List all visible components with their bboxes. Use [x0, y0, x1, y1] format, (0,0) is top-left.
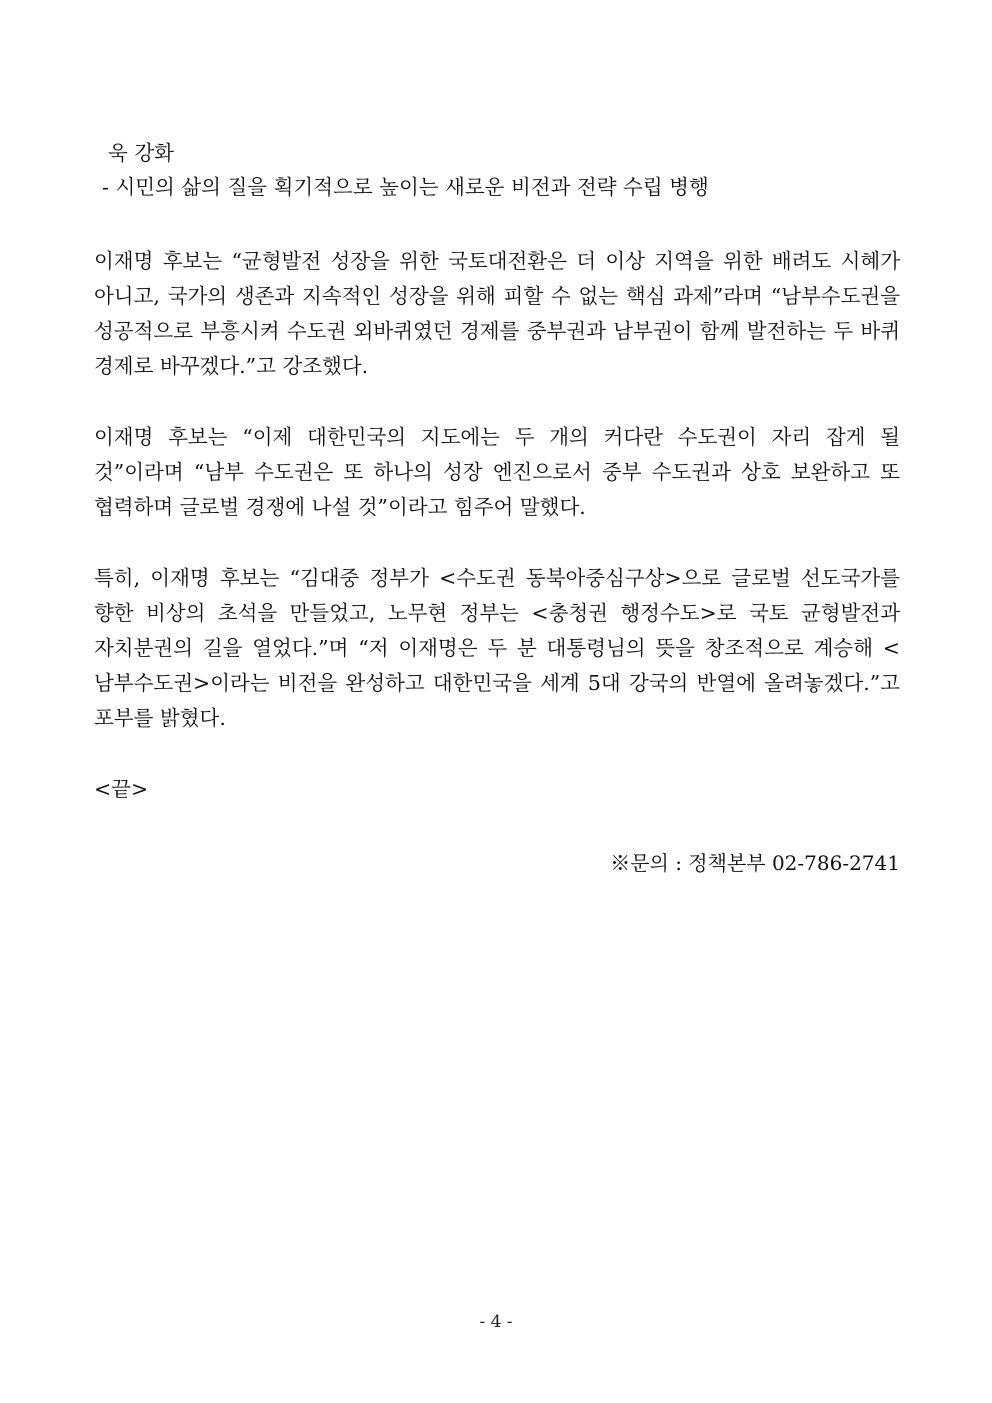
document-body	[94, 136, 900, 880]
page-number: - 4 -	[479, 1312, 513, 1332]
end-mark: <끝>	[94, 777, 149, 801]
paragraph-balanced-development: 이재명 후보는 “균형발전 성장을 위한 국토대전환은 더 이상 지역을 위한 배려도 시혜가 아니고, 국가의 생존과 지속적인 성장을 위해 피할 수 없는 핵심 과제”라며 “남부수도권을 성공적으로 부흥시켜 수도권 외바퀴였던 경제를 중부권과 남부권이 함께 발전하는 두 바퀴 경제로 바꾸겠다.”고 강조했다.	[94, 249, 900, 378]
paragraph-two-capital-regions: 이재명 후보는 “이제 대한민국의 지도에는 두 개의 커다란 수도권이 자리 잡게 될 것”이라며 “남부 수도권은 또 하나의 성장 엔진으로서 중부 수도권과 상호 보완하고 또 협력하며 글로벌 경쟁에 나설 것”이라고 힘주어 말했다.	[94, 425, 900, 519]
contact-info: ※문의 : 정책본부 02-786-2741	[610, 851, 900, 875]
bullet-line: - 시민의 삶의 질을 획기적으로 높이는 새로운 비전과 전략 수립 병행	[102, 175, 709, 199]
continued-text-line: 욱 강화	[108, 141, 174, 165]
paragraph-southern-capital-vision: 특히, 이재명 후보는 “김대중 정부가 <수도권 동북아중심구상>으로 글로벌 선도국가를 향한 비상의 초석을 만들었고, 노무현 정부는 <충청권 행정수도>로 국토 균형발전과 자치분권의 길을 열었다.”며 “저 이재명은 두 분 대통령님의 뜻을 창조적으로 계승해 <남부수도권>이라는 비전을 완성하고 대한민국을 세계 5대 강국의 반열에 올려놓겠다.”고 포부를 밝혔다.	[94, 566, 900, 730]
